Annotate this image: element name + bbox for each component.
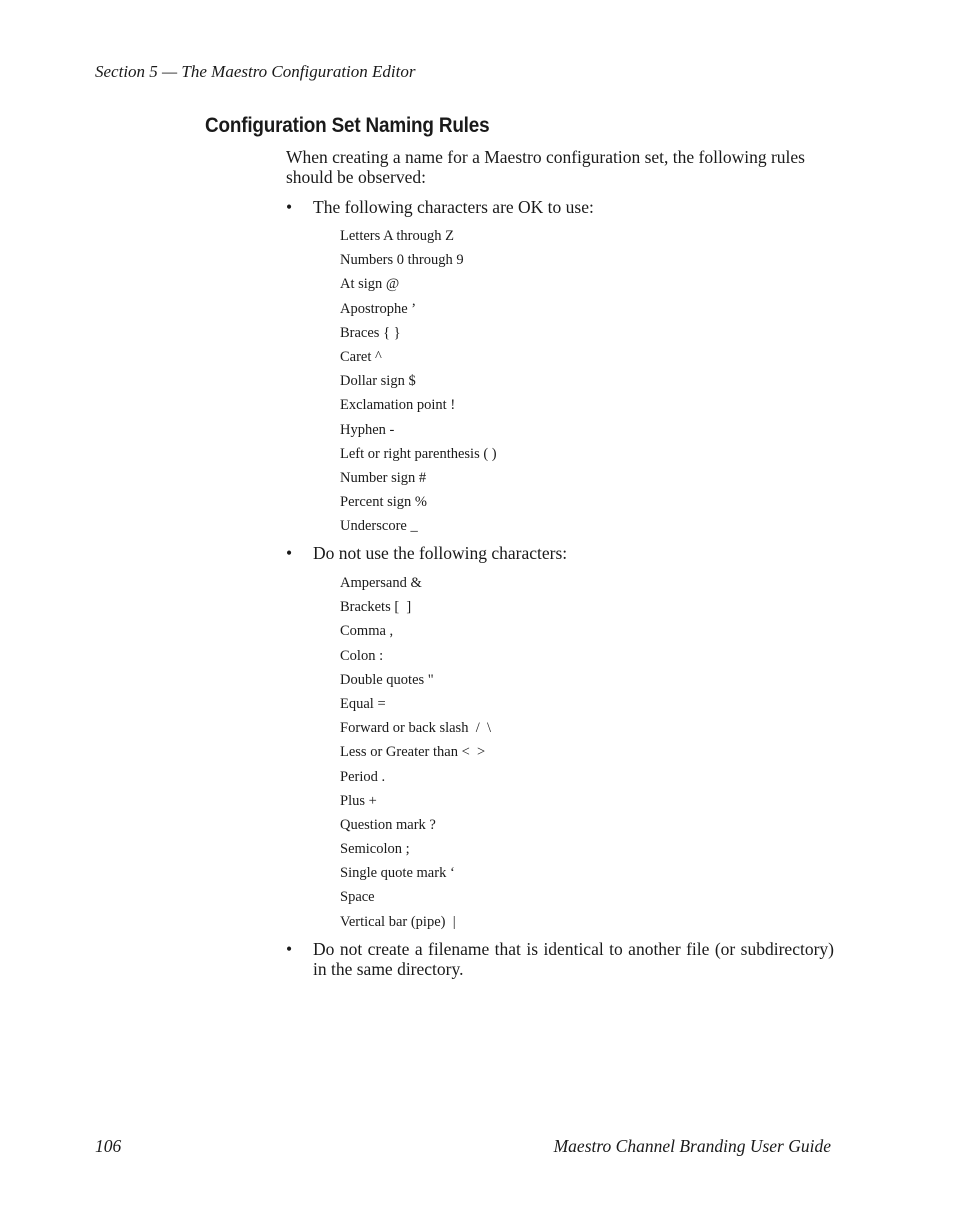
section-title: Configuration Set Naming Rules <box>205 114 490 137</box>
list-item: Letters A through Z <box>340 228 454 244</box>
list-item: Double quotes " <box>340 671 434 688</box>
list-item: Brackets [ ] <box>340 599 412 616</box>
list-item: Underscore _ <box>340 518 418 535</box>
list-item: Plus + <box>340 792 377 809</box>
allowed-characters-list <box>340 226 497 540</box>
bullet-glyph: • <box>286 939 293 959</box>
list-item: Exclamation point ! <box>340 397 456 414</box>
list-item: Braces { } <box>340 324 401 341</box>
bullet-allowed-text: The following characters are OK to use: <box>313 197 594 217</box>
list-item: Left or right parenthesis ( ) <box>340 445 497 462</box>
list-item: Equal = <box>340 695 386 712</box>
list-item: Comma , <box>340 623 394 640</box>
list-item: Dollar sign $ <box>340 373 416 390</box>
bullet-disallowed-text: Do not use the following characters: <box>313 543 568 563</box>
list-item: Numbers 0 through 9 <box>340 252 464 269</box>
list-item: Question mark ? <box>340 816 436 833</box>
list-item: Space <box>340 889 375 906</box>
disallowed-characters-list <box>340 573 491 936</box>
list-item: Caret ^ <box>340 348 382 365</box>
list-item: Forward or back slash / \ <box>340 720 492 737</box>
bullet-glyph: • <box>286 543 293 563</box>
intro-paragraph: When creating a name for a Maestro configuration set, the following rules should be observed: <box>286 147 805 187</box>
running-head: Section 5 — The Maestro Configuration Editor <box>95 62 416 81</box>
list-item: Single quote mark ‘ <box>340 865 455 882</box>
list-item: Hyphen - <box>340 421 395 438</box>
list-item: Apostrophe ’ <box>340 300 417 317</box>
bullet-filename-text: Do not create a filename that is identical to another file (or subdirectory) in the same directory. <box>313 939 834 979</box>
list-item: Colon : <box>340 647 384 664</box>
bullet-glyph: • <box>286 197 293 217</box>
list-item: Vertical bar (pipe) | <box>340 913 456 930</box>
list-item: Semicolon ; <box>340 841 410 858</box>
footer-guide-title: Maestro Channel Branding User Guide <box>553 1136 831 1156</box>
list-item: Percent sign % <box>340 494 427 511</box>
list-item: Less or Greater than < > <box>340 744 486 761</box>
footer-page-number: 106 <box>95 1136 122 1156</box>
list-item: At sign @ <box>340 276 400 293</box>
list-item: Number sign # <box>340 469 427 486</box>
list-item: Period . <box>340 768 386 785</box>
list-item: Ampersand & <box>340 575 422 591</box>
